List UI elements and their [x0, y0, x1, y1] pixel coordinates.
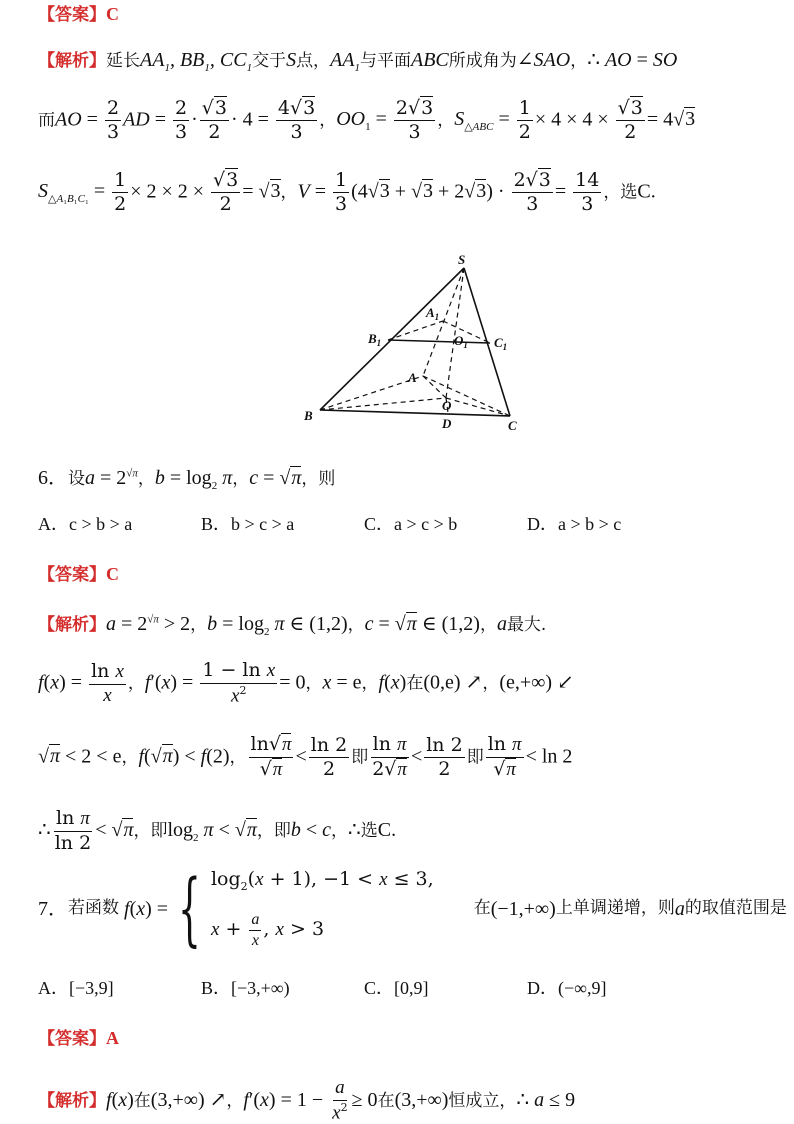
- q5-analysis-line-1: 【解析】延长$AA_1$, $BB_1$, $CC_1$交于S点，$AA_1$与平面ABC所成角为∠SAO，∴ AO = SO: [38, 49, 678, 74]
- q7-analysis-line-1: 【解析】f(x)在(3,+∞) ↗，f′(x) = 1 − $\frac{a}{x^2}$ ≥ 0在(3,+∞)恒成立，∴ a ≤ 9: [38, 1077, 576, 1124]
- label-B1: $B_1$: [368, 331, 382, 348]
- edge-BC: [320, 410, 510, 416]
- q5-answer-line: [38, 4, 772, 26]
- q6-analysis-line-1: 【解析】$a = 2^{√\pi} > 2$，$b = \log_2 \pi$ ∈ (1,2)，c = √π ∈ (1,2)，a最大.: [38, 613, 547, 638]
- q6-options: [38, 514, 772, 536]
- q6-option-b: B．b > c > a: [201, 514, 295, 534]
- analysis-tag: 【解析】: [38, 615, 106, 635]
- q6-option-d: D．a > b > c: [527, 514, 622, 534]
- label-D: D: [442, 416, 452, 431]
- q6-stem: 6．设$a = 2^{√\pi}$，$b = \log_2 \pi$，c = √π，则: [38, 467, 336, 492]
- answer-letter: A: [106, 1028, 119, 1048]
- label-B: B: [304, 408, 313, 423]
- q6-answer-line: [38, 564, 772, 586]
- label-A: A: [408, 370, 417, 385]
- edge-SA-hidden: [423, 268, 464, 376]
- answer-tag: 【答案】: [38, 5, 106, 25]
- q7-option-a: A．[−3,9]: [38, 978, 114, 998]
- q7-option-c: C．[0,9]: [364, 978, 429, 998]
- label-A1: $A_1$: [426, 305, 440, 322]
- edge-B1C1: [388, 340, 490, 343]
- answer-tag: 【答案】: [38, 1029, 106, 1049]
- edge-OC-hidden: [446, 398, 510, 416]
- analysis-tag: 【解析】: [38, 1091, 106, 1112]
- answer-tag: 【答案】: [38, 565, 106, 585]
- edge-AO-hidden: [423, 376, 446, 398]
- q7-option-d: D．(−∞,9]: [527, 978, 607, 998]
- label-O1: $O_1$: [454, 333, 468, 350]
- q7-stem: 7． 若函数 f(x) = { $\log_2(x + 1)$, −1 < x ≤ 3, x + $\frac{a}{x}$ , x > 3 在 (−1,+∞) 上单调递增，则 a 的取值范围是: [38, 861, 787, 955]
- q7-answer-line: [38, 1028, 772, 1050]
- label-C1: $C_1$: [494, 335, 508, 352]
- q5-analysis-line-2: 而AO = $\frac{2}{3}$ AD = $\frac{2}{3}$ · $\frac{√3}{2}$ · 4 = $\frac{4√3}{3}$ ，$OO_1$ = $\frac{2√3}{3}$ ，$S_{\triangle ABC}$ = $\frac{1}{2}$ × 4 × 4 × $\frac{√3}{2}$ = 4√3: [38, 97, 696, 143]
- analysis-tag: 【解析】: [38, 51, 106, 71]
- q6-analysis-line-4: ∴ $\frac{\text{ln π}}{\ln 2}$ < √π，即$\log_2 \pi < √\pi$，即b < c，∴选C.: [38, 807, 397, 854]
- q7-option-b: B．[−3,+∞): [201, 978, 290, 998]
- answer-letter: C: [106, 564, 119, 584]
- q6-analysis-line-3: √π < 2 < e，f(√π) < f(2)， $\frac{\ln√\pi}{√\pi}$ < $\frac{\ln 2}{2}$ 即 $\frac{\text{ln π}}{2√\pi}$ < $\frac{\ln 2}{2}$ 即 $\frac{\text{ln π}}{√\pi}$ < ln 2: [38, 733, 573, 780]
- label-C: C: [508, 418, 517, 433]
- frustum-diagram: [290, 250, 530, 440]
- edge-AC-hidden: [423, 376, 510, 416]
- label-S: S: [458, 252, 466, 267]
- answer-letter: C: [106, 4, 119, 24]
- edge-B1A1-hidden: [388, 321, 443, 340]
- label-O: O: [442, 398, 452, 413]
- q6-analysis-line-2: f(x) = $\frac{\text{ln x}}{x}$ ，f′(x) = $\frac{\text{1 − ln x}}{x^2}$ = 0，x = e，f(x)在(0,e) ↗，(e,+∞) ↙: [38, 659, 574, 707]
- q5-analysis-line-3: $S_{\triangle A_1B_1C_1}$ = $\frac{1}{2}$ × 2 × 2 × $\frac{√3}{2}$ = √3，V = $\frac{1}{3}$ (4√3 + √3 + 2√3) · $\frac{2√3}{3}$ = $\frac{14}{3}$ ，选C.: [38, 169, 656, 215]
- q6-option-c: C．a > c > b: [364, 514, 458, 534]
- q6-option-a: A．c > b > a: [38, 514, 133, 534]
- q7-options: [38, 978, 772, 1000]
